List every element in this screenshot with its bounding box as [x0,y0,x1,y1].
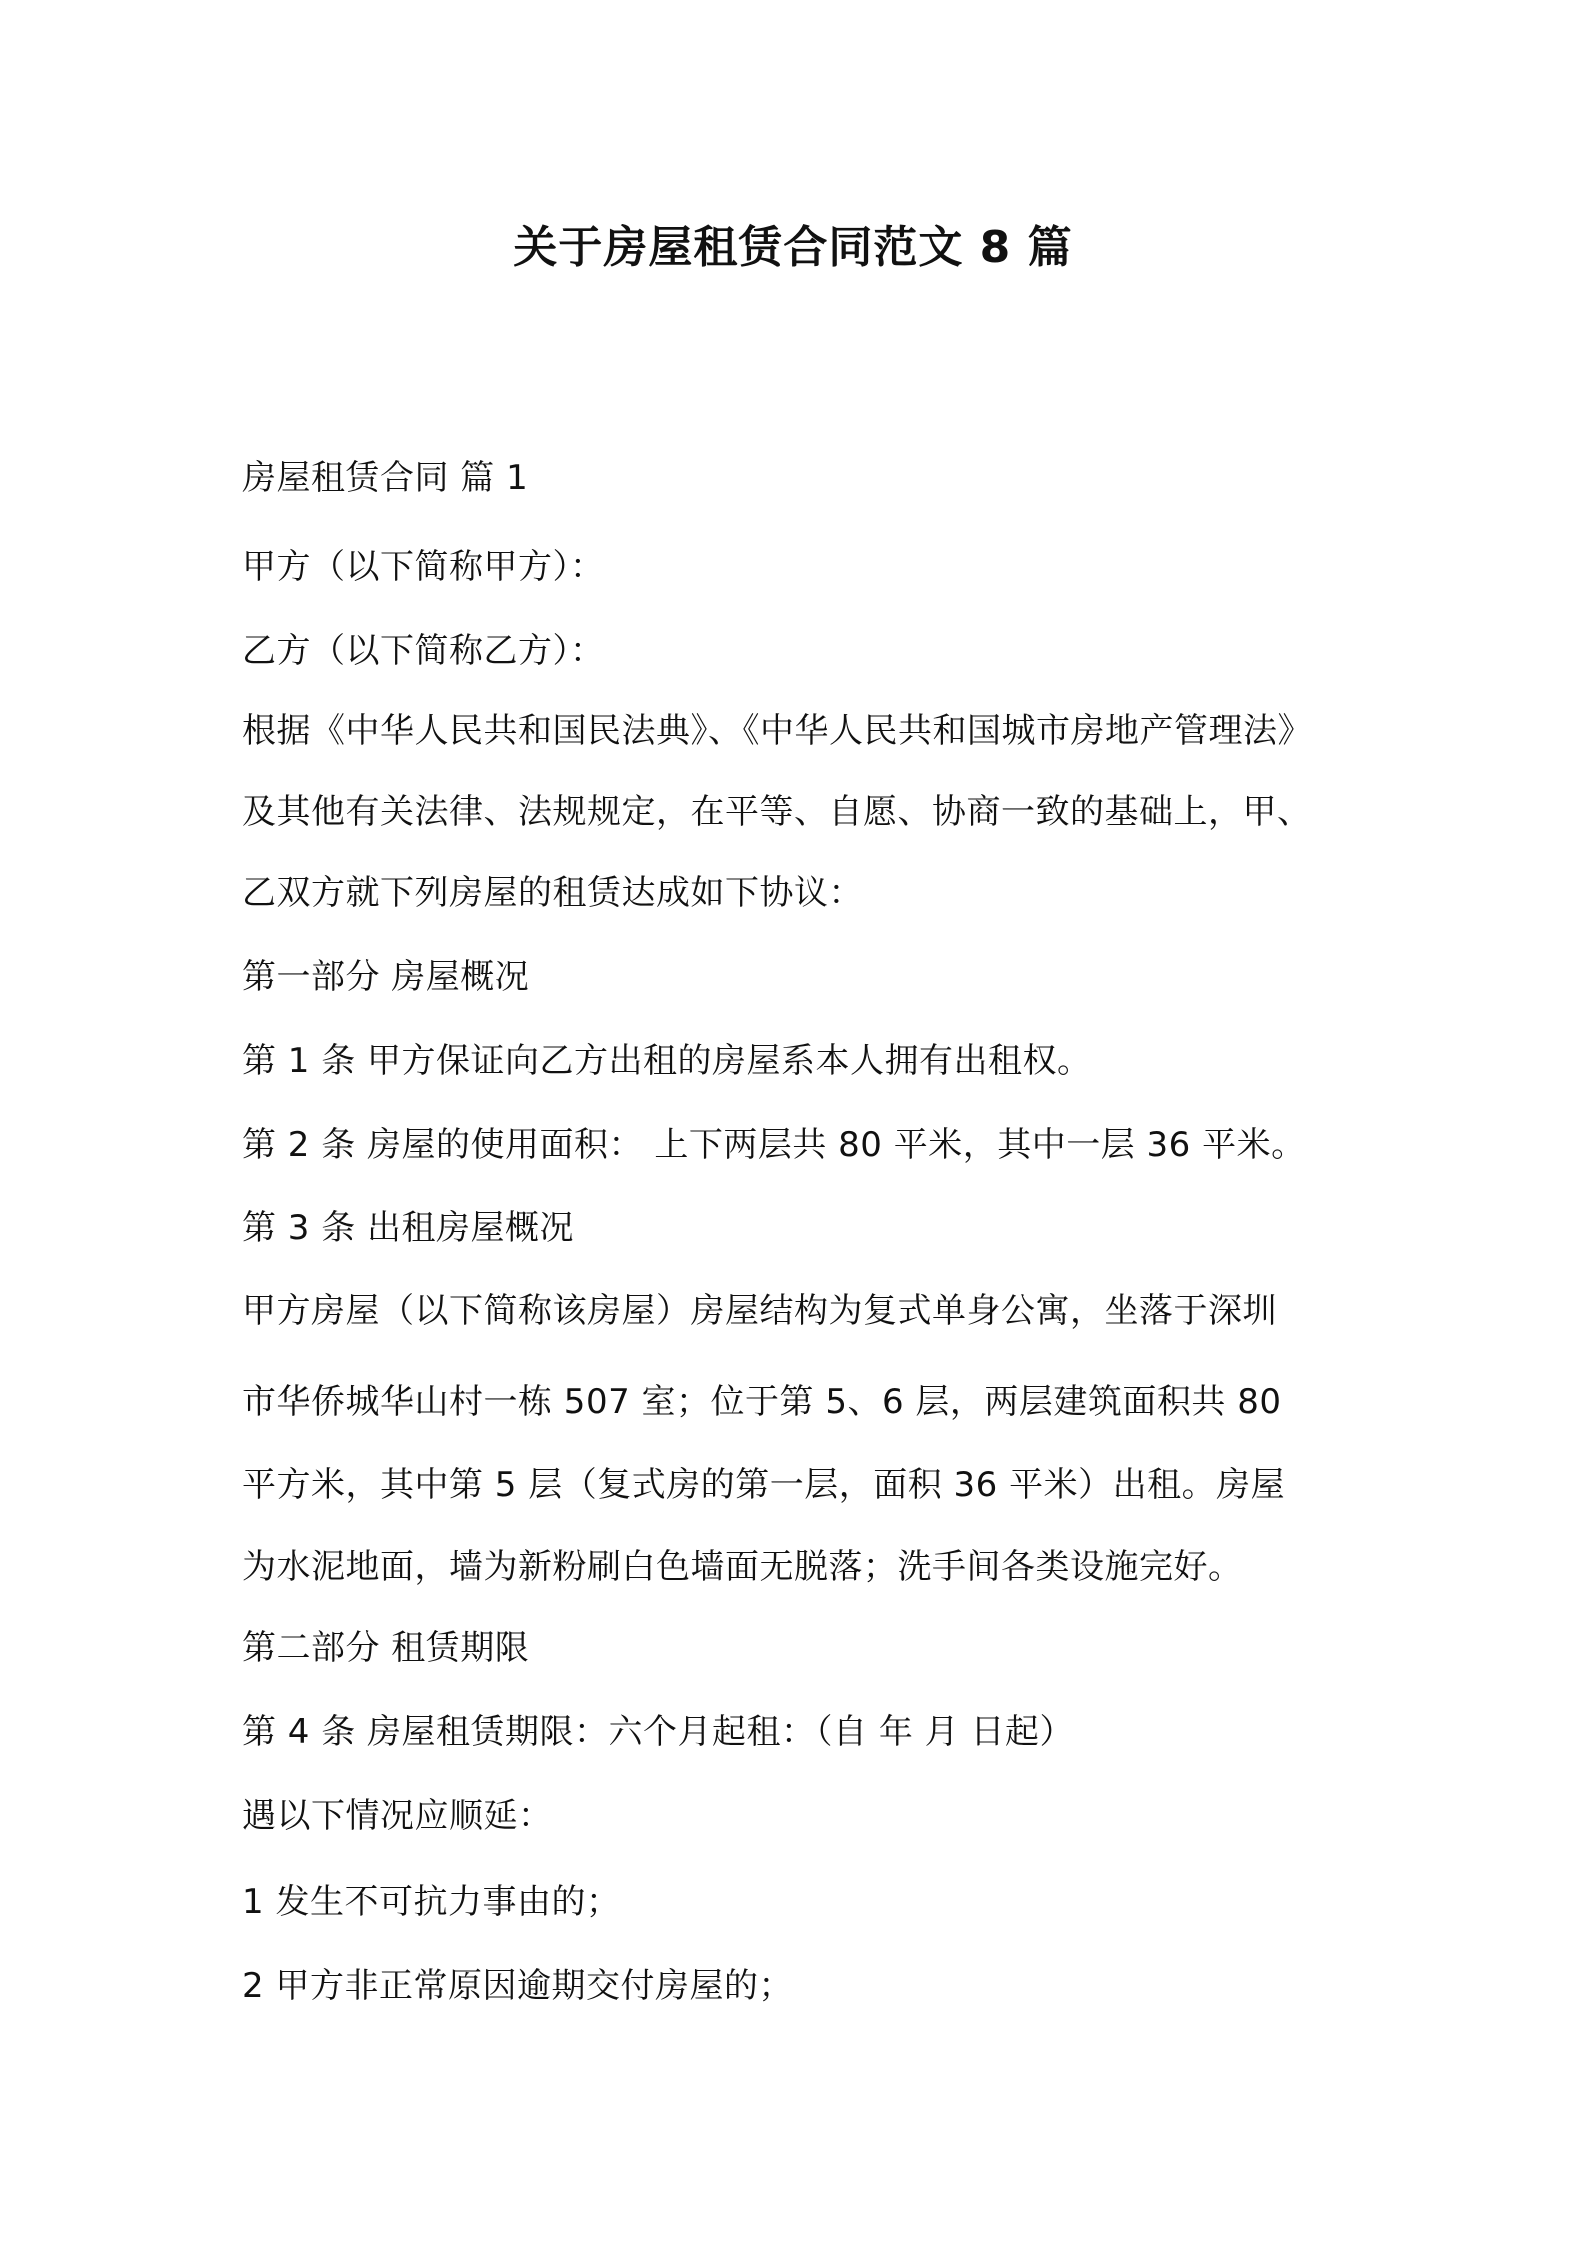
list-item: 1 发生不可抗力事由的； [242,1882,621,1922]
paragraph-line: 市华侨城华山村一栋 507 室；位于第 5、6 层，两层建筑面积共 80 [242,1382,1282,1422]
article-line: 第 4 条 房屋租赁期限：六个月起租：（自 年 月 日起） [242,1712,1074,1752]
article-line: 第 1 条 甲方保证向乙方出租的房屋系本人拥有出租权。 [242,1041,1092,1081]
article-line: 第 3 条 出租房屋概况 [242,1208,575,1248]
party-b-line: 乙方（以下简称乙方）： [242,631,605,671]
part-heading: 第一部分 房屋概况 [242,957,530,997]
paragraph-line: 根据《中华人民共和国民法典》、《中华人民共和国城市房地产管理法》 [242,711,1312,751]
paragraph-line: 及其他有关法律、法规规定，在平等、自愿、协商一致的基础上，甲、 [242,792,1312,832]
paragraph-line: 平方米，其中第 5 层（复式房的第一层，面积 36 平米）出租。房屋 [242,1465,1286,1505]
party-a-line: 甲方（以下简称甲方）： [242,547,605,587]
section-heading: 房屋租赁合同 篇 1 [242,458,529,498]
paragraph-line: 甲方房屋（以下简称该房屋）房屋结构为复式单身公寓，坐落于深圳 [242,1291,1277,1331]
paragraph-line: 为水泥地面，墙为新粉刷白色墙面无脱落；洗手间各类设施完好。 [242,1547,1243,1587]
part-heading: 第二部分 租赁期限 [242,1628,530,1668]
document-title: 关于房屋租赁合同范文 8 篇 [513,222,1073,273]
paragraph-line: 遇以下情况应顺延： [242,1796,553,1836]
paragraph-line: 乙双方就下列房屋的租赁达成如下协议： [242,873,863,913]
article-line: 第 2 条 房屋的使用面积： 上下两层共 80 平米，其中一层 36 平米。 [242,1125,1306,1165]
list-item: 2 甲方非正常原因逾期交付房屋的； [242,1966,793,2006]
